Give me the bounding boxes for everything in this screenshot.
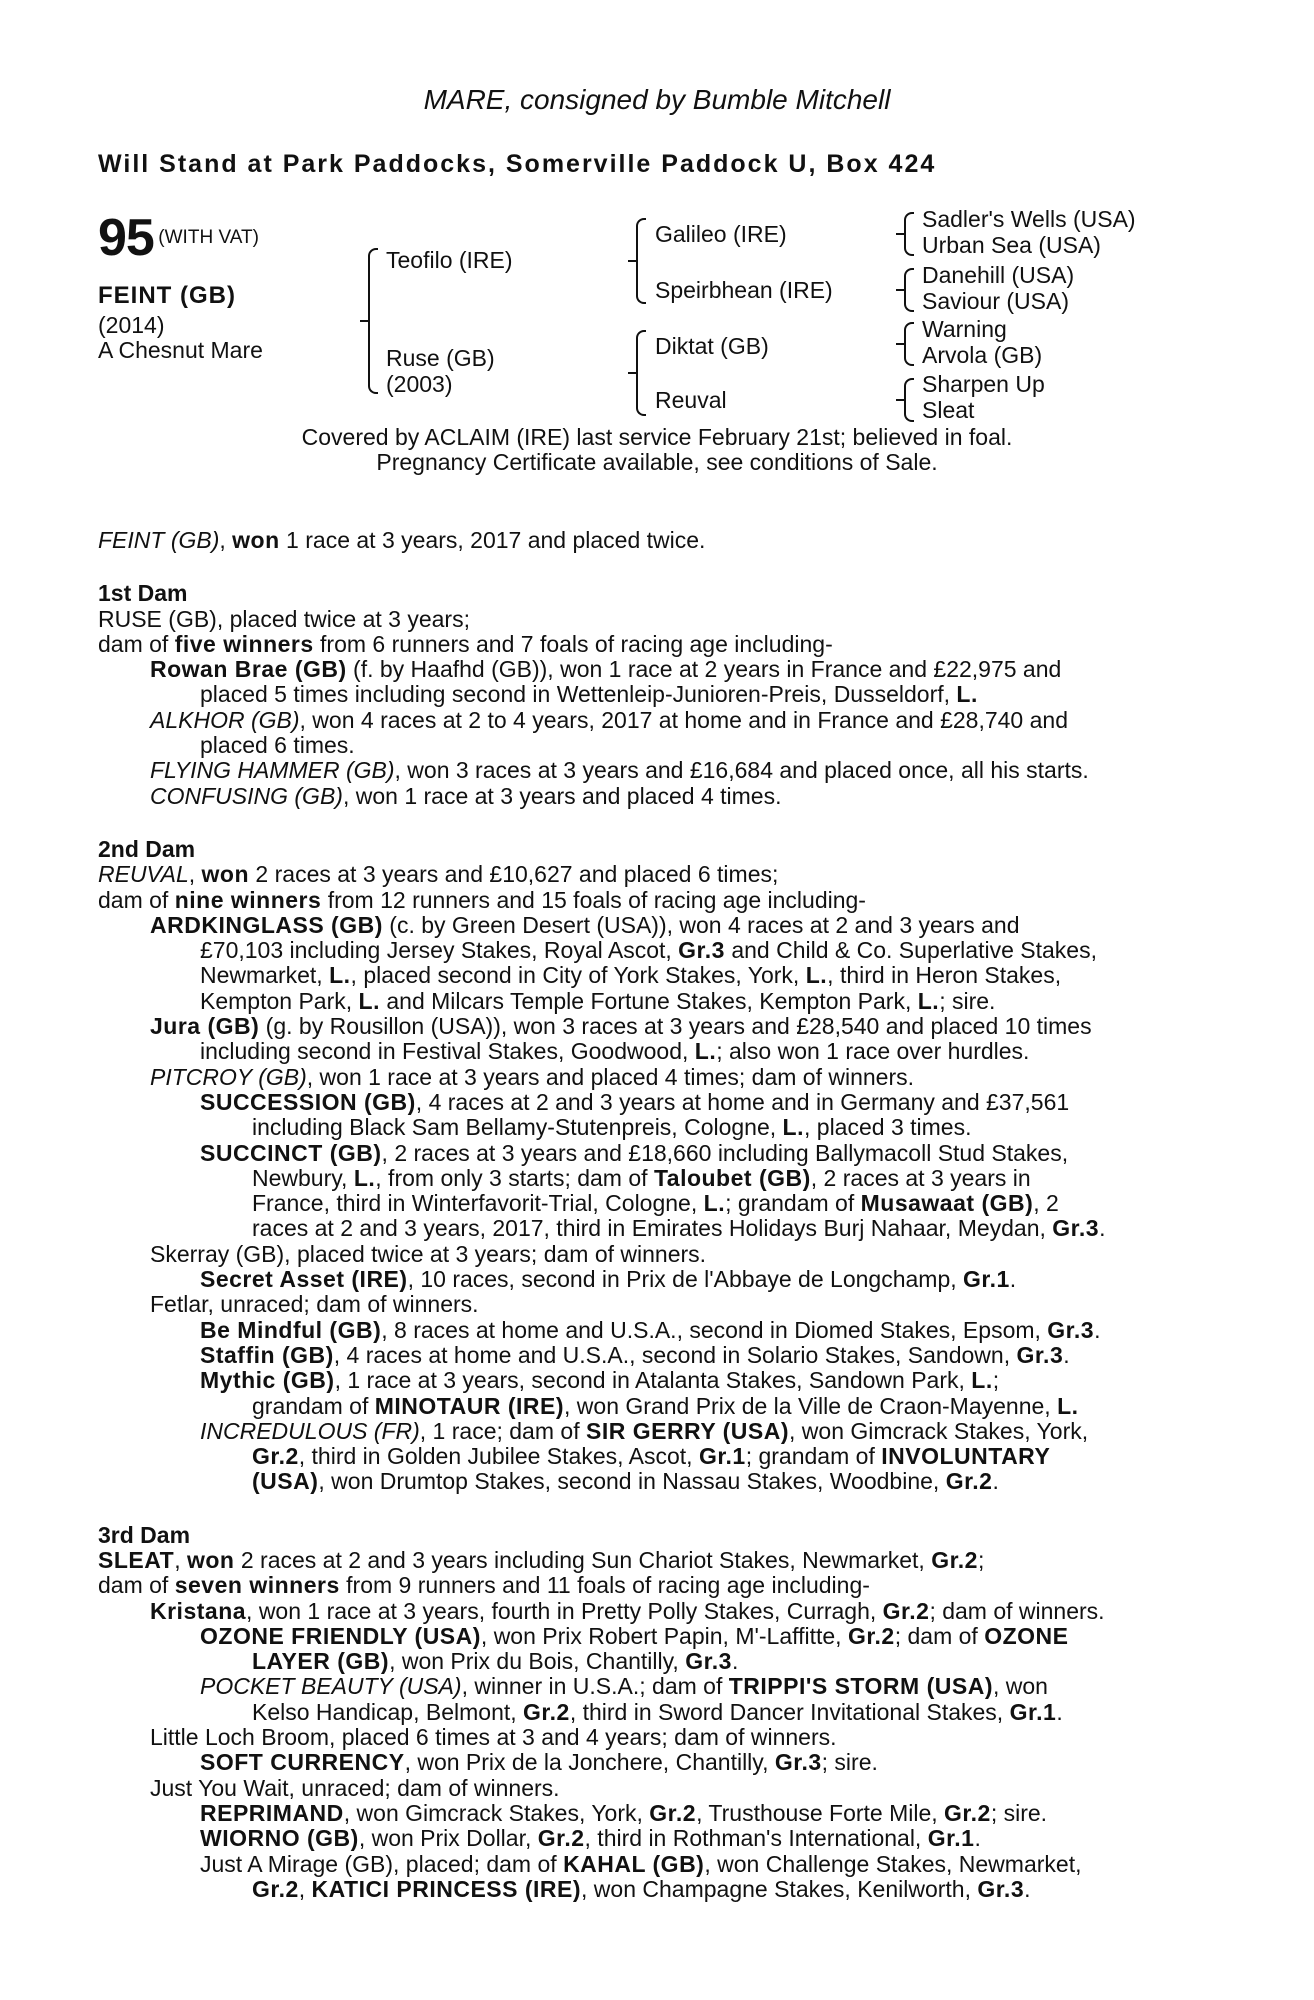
lot-number: 95 [98,209,154,267]
list-item-cont: including Black Sam Bellamy-Stutenpreis, Cologne, L., placed 3 times. [252,1114,972,1141]
list-item-cont: Kelso Handicap, Belmont, Gr.2, third in Sword Dancer Invitational Stakes, Gr.1. [252,1698,1063,1725]
pedigree-sire-dam: Speirbhean (IRE) [655,277,833,303]
list-item: FLYING HAMMER (GB), won 3 races at 3 years and £16,684 and placed once, all his starts. [150,757,1089,784]
list-item: POCKET BEAUTY (USA), winner in U.S.A.; dam of TRIPPI'S STORM (USA), won [200,1673,1048,1700]
list-item-cont: Newmarket, L., placed second in City of York Stakes, York, L., third in Heron Stakes, [200,962,1062,989]
pedigree-g3: Danehill (USA) [922,262,1075,288]
pedigree-sire: Teofilo (IRE) [386,247,513,273]
list-item-cont: France, third in Winterfavorit-Trial, Cologne, L.; grandam of Musawaat (GB), 2 [252,1190,1059,1217]
list-item-cont: (USA), won Drumtop Stakes, second in Nassau Stakes, Woodbine, Gr.2. [252,1468,999,1495]
sire-brace [368,248,378,394]
list-item-cont: placed 6 times. [200,732,355,759]
pedigree-g7: Sharpen Up [922,371,1045,397]
pedigree-dam-sire: Diktat (GB) [655,333,769,359]
second-dam-produce: dam of nine winners from 12 runners and 15 foals of racing age including- [98,886,866,913]
list-item: Skerray (GB), placed twice at 3 years; dam of winners. [150,1240,707,1267]
racing-record: FEINT (GB), won 1 race at 3 years, 2017 and placed twice. [98,527,706,553]
g5-brace [904,322,914,366]
pedigree-g4: Saviour (USA) [922,288,1069,314]
covering-line-2: Pregnancy Certificate available, see conditions of Sale. [376,449,938,475]
pedigree-g5: Warning [922,316,1007,342]
list-item-cont: Newbury, L., from only 3 starts; dam of Taloubet (GB), 2 races at 3 years in [252,1164,1031,1191]
catalogue-body [98,528,1208,1902]
list-item: Jura (GB) (g. by Rousillon (USA)), won 3 races at 3 years and £28,540 and placed 10 times [150,1013,1092,1040]
third-dam-line: SLEAT, won 2 races at 2 and 3 years including Sun Chariot Stakes, Newmarket, Gr.2; [98,1546,985,1573]
list-item: Staffin (GB), 4 races at home and U.S.A., second in Solario Stakes, Sandown, Gr.3. [200,1341,1070,1368]
pedigree-sire-sire: Galileo (IRE) [655,221,787,247]
list-item: Little Loch Broom, placed 6 times at 3 and 4 years; dam of winners. [150,1724,837,1751]
list-item-cont: LAYER (GB), won Prix du Bois, Chantilly, Gr.3. [252,1648,739,1675]
list-item: OZONE FRIENDLY (USA), won Prix Robert Papin, M'-Laffitte, Gr.2; dam of OZONE [200,1622,1069,1649]
g3-brace [904,268,914,312]
page-title: MARE, consigned by Bumble Mitchell [423,84,891,115]
pedigree-dam-year: (2003) [386,371,453,397]
list-item-cont: grandam of MINOTAUR (IRE), won Grand Prix de la Ville de Craon-Mayenne, L. [252,1392,1079,1419]
list-item: Kristana, won 1 race at 3 years, fourth in Pretty Polly Stakes, Curragh, Gr.2; dam of winners. [150,1597,1105,1624]
third-dam-produce: dam of seven winners from 9 runners and 11 foals of racing age including- [98,1572,870,1599]
list-item: Fetlar, unraced; dam of winners. [150,1291,479,1318]
pedigree-dam: Ruse (GB) [386,345,495,371]
pedigree-g1: Sadler's Wells (USA) [922,206,1136,232]
sire-sire-brace [636,218,646,304]
stand-location: Will Stand at Park Paddocks, Somerville Paddock U, Box 424 [98,150,937,178]
list-item: PITCROY (GB), won 1 race at 3 years and placed 4 times; dam of winners. [150,1063,915,1090]
pedigree-g8: Sleat [922,397,975,423]
list-item: REPRIMAND, won Gimcrack Stakes, York, Gr.2, Trusthouse Forte Mile, Gr.2; sire. [200,1799,1048,1826]
pedigree-g2: Urban Sea (USA) [922,232,1101,258]
list-item: Secret Asset (IRE), 10 races, second in Prix de l'Abbaye de Longchamp, Gr.1. [200,1266,1017,1293]
list-item: Be Mindful (GB), 8 races at home and U.S.A., second in Diomed Stakes, Epsom, Gr.3. [200,1316,1101,1343]
horse-name: FEINT (GB) [98,282,236,309]
list-item: SUCCINCT (GB), 2 races at 3 years and £18,660 including Ballymacoll Stud Stakes, [200,1139,1069,1166]
first-dam-line: RUSE (GB), placed twice at 3 years; [98,605,470,632]
first-dam-produce: dam of five winners from 6 runners and 7 foals of racing age including- [98,630,833,657]
pedigree-dam-dam: Reuval [655,387,727,413]
list-item: ALKHOR (GB), won 4 races at 2 to 4 years, 2017 at home and in France and £28,740 and [150,706,1068,733]
list-item: ARDKINGLASS (GB) (c. by Green Desert (USA)), won 4 races at 2 and 3 years and [150,911,1020,938]
dam-sire-brace [636,330,646,416]
list-item-cont: races at 2 and 3 years, 2017, third in Emirates Holidays Burj Nahaar, Meydan, Gr.3. [252,1215,1106,1242]
first-dam-heading: 1st Dam [98,580,188,607]
list-item-cont: Gr.2, third in Golden Jubilee Stakes, Ascot, Gr.1; grandam of INVOLUNTARY [252,1443,1051,1470]
list-item: CONFUSING (GB), won 1 race at 3 years and placed 4 times. [150,782,782,809]
g1-brace [904,212,914,256]
list-item-cont: £70,103 including Jersey Stakes, Royal Ascot, Gr.3 and Child & Co. Superlative Stakes, [200,937,1097,964]
g7-brace [904,378,914,422]
list-item: Mythic (GB), 1 race at 3 years, second in Atalanta Stakes, Sandown Park, L.; [200,1367,1000,1394]
vat-note: (WITH VAT) [158,227,259,248]
third-dam-heading: 3rd Dam [98,1521,191,1548]
list-item-cont: placed 5 times including second in Wettenleip-Junioren-Preis, Dusseldorf, L. [200,681,978,708]
list-item-cont: Kempton Park, L. and Milcars Temple Fortune Stakes, Kempton Park, L.; sire. [200,987,996,1014]
list-item-cont: including second in Festival Stakes, Goodwood, L.; also won 1 race over hurdles. [200,1038,1030,1065]
second-dam-line: REUVAL, won 2 races at 3 years and £10,627 and placed 6 times; [98,861,779,888]
list-item-cont: Gr.2, KATICI PRINCESS (IRE), won Champagne Stakes, Kenilworth, Gr.3. [252,1875,1031,1902]
horse-year: (2014) [98,312,165,338]
covering-line-1: Covered by ACLAIM (IRE) last service February 21st; believed in foal. [301,424,1013,450]
lot-header [98,208,259,268]
list-item: SOFT CURRENCY, won Prix de la Jonchere, Chantilly, Gr.3; sire. [200,1749,878,1776]
list-item: Just You Wait, unraced; dam of winners. [150,1774,560,1801]
list-item: SUCCESSION (GB), 4 races at 2 and 3 years at home and in Germany and £37,561 [200,1088,1070,1115]
list-item: Just A Mirage (GB), placed; dam of KAHAL (GB), won Challenge Stakes, Newmarket, [200,1850,1082,1877]
horse-description: A Chesnut Mare [98,337,263,363]
second-dam-heading: 2nd Dam [98,835,196,862]
list-item: WIORNO (GB), won Prix Dollar, Gr.2, third in Rothman's International, Gr.1. [200,1825,981,1852]
list-item: Rowan Brae (GB) (f. by Haafhd (GB)), won 1 race at 2 years in France and £22,975 and [150,656,1062,683]
pedigree-g6: Arvola (GB) [922,342,1043,368]
list-item: INCREDULOUS (FR), 1 race; dam of SIR GERRY (USA), won Gimcrack Stakes, York, [200,1417,1089,1444]
